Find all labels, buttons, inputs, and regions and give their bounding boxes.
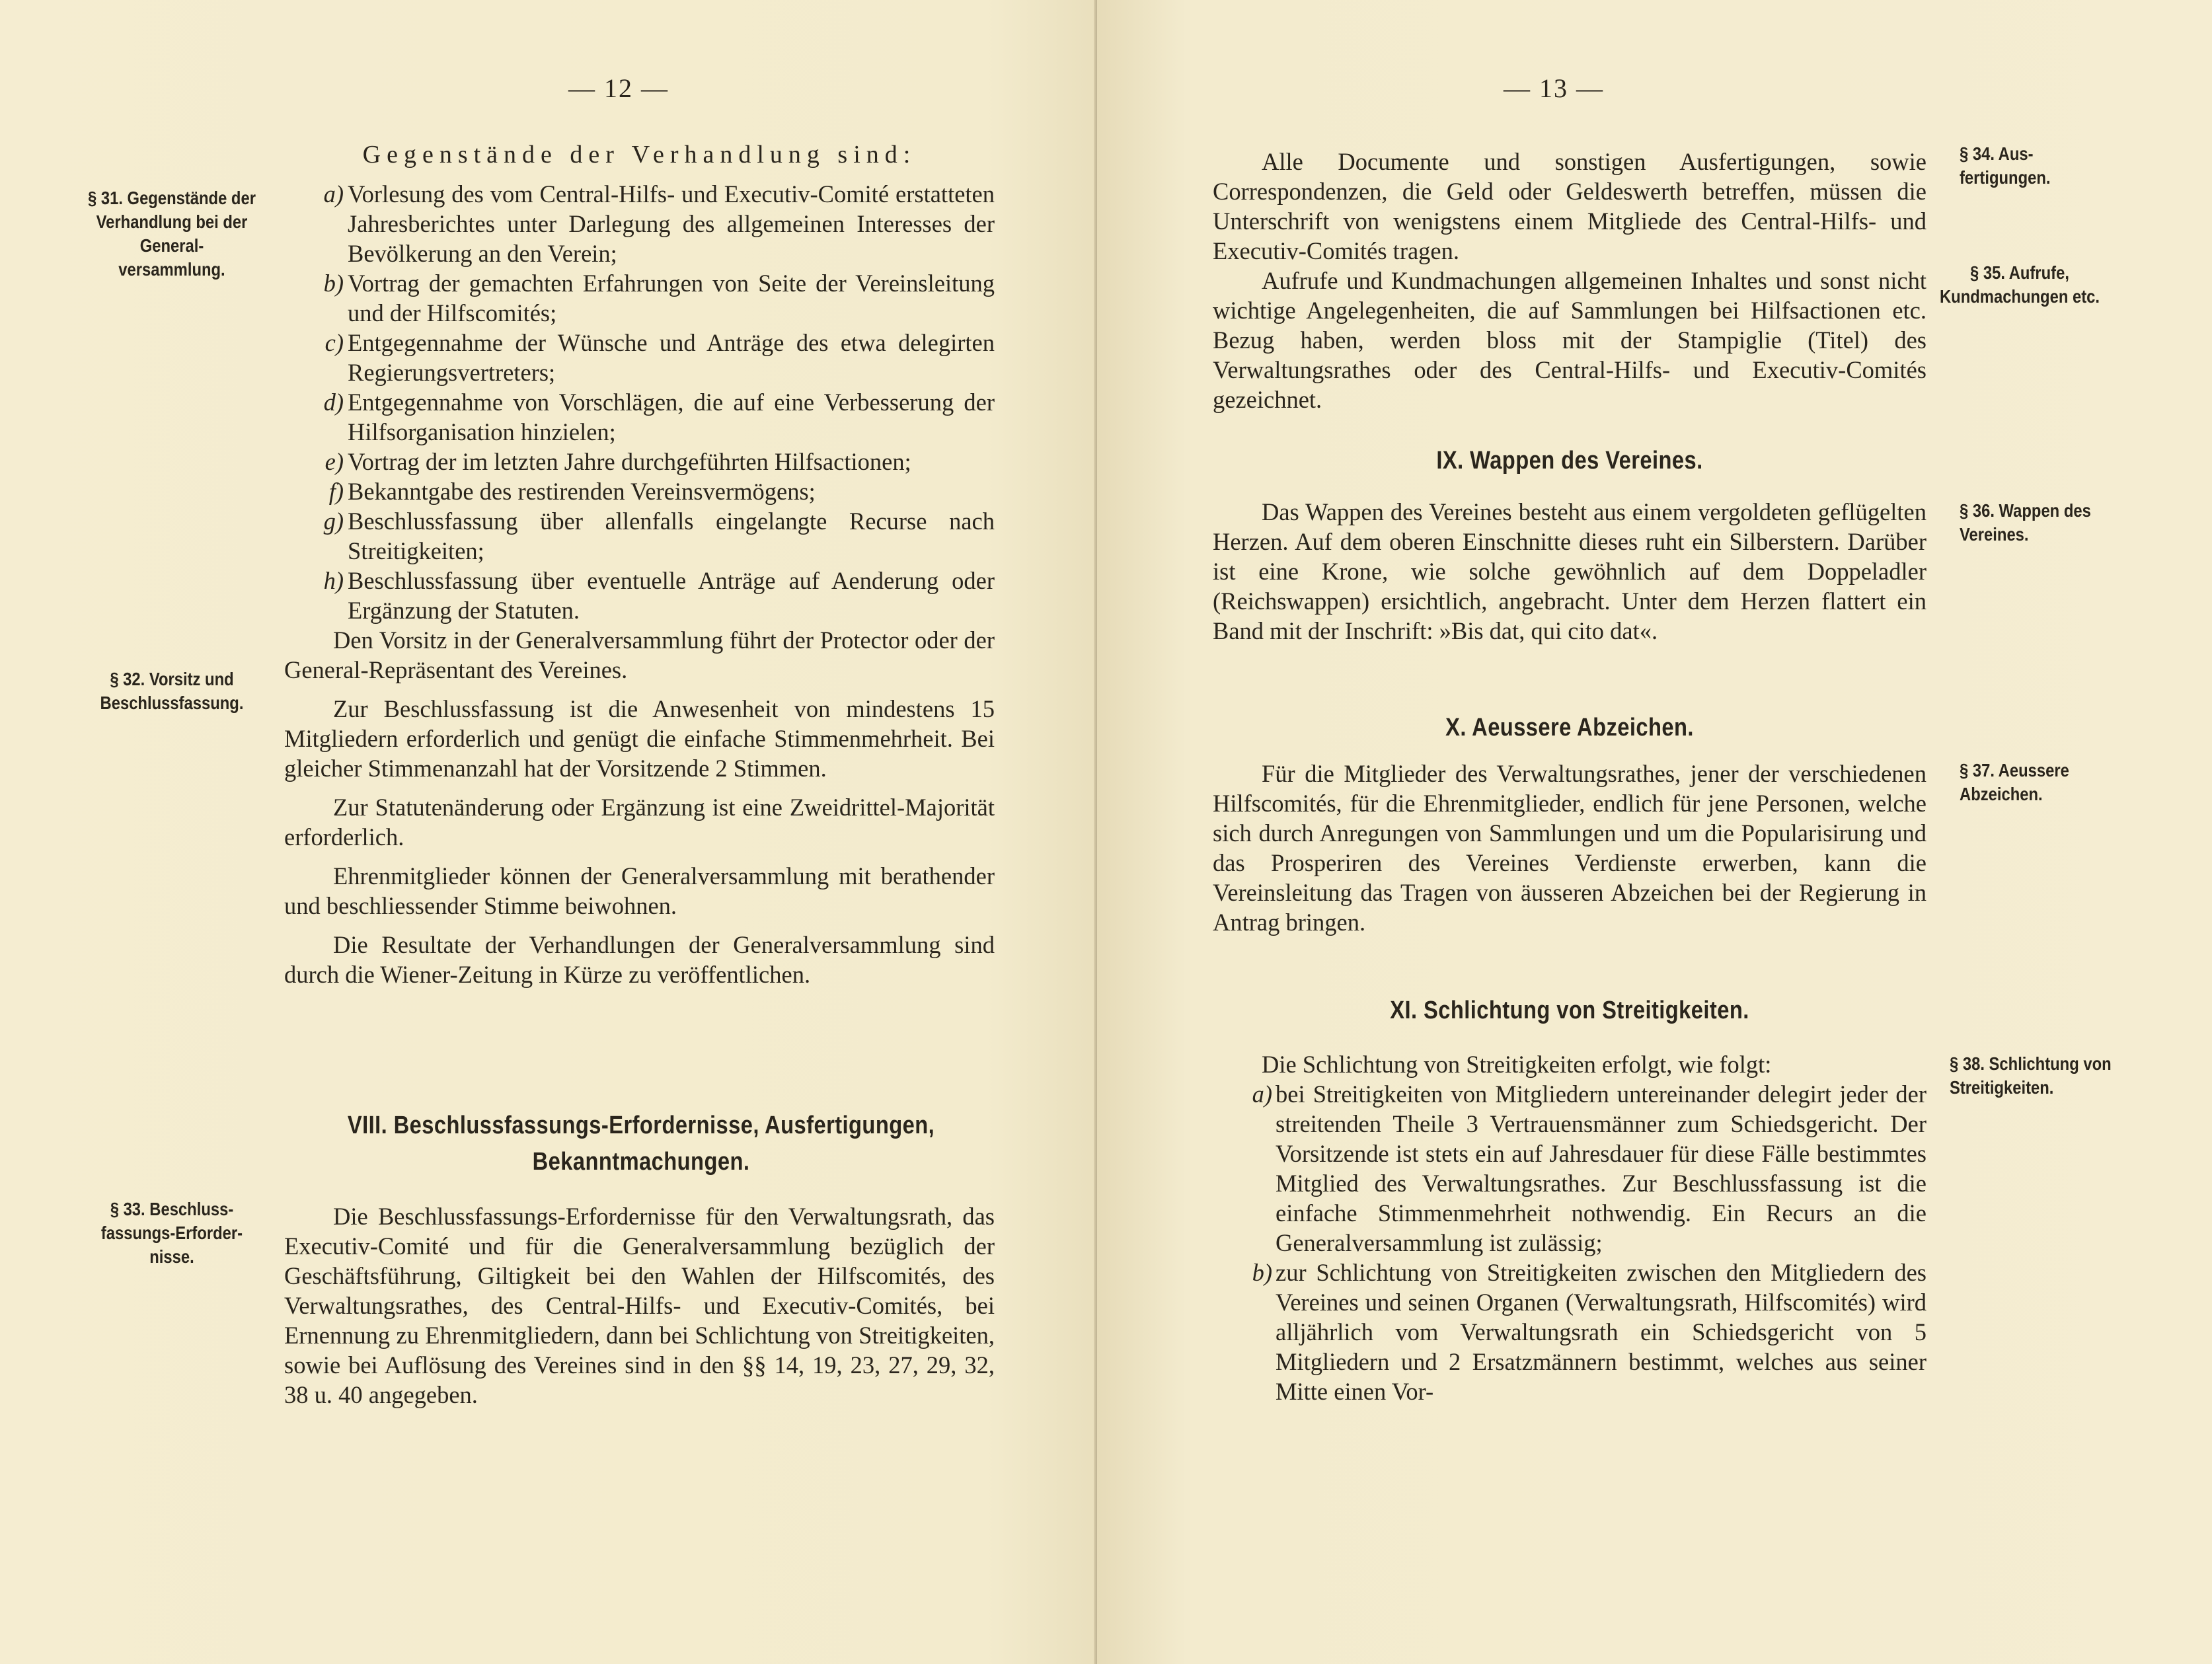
list-item-b-right: b) zur Schlichtung von Streitigkeiten zwischen den Mitgliedern des Vereines und seinen Organen (Verwaltungsrath, Hilfscomités) wird alljährlich vom Verwaltungsrath ein Schiedsgericht von 5 Mitgliedern und 2 Ersatzmännern bestimmt, welches aus seiner Mitte einen Vor- bbox=[1252, 1259, 1926, 1405]
paragraph-vorsitz: Den Vorsitz in der Generalversammlung führt der Protector oder der General-Repräsentant des Vereines. bbox=[284, 626, 995, 683]
right-body-wappen bbox=[1213, 497, 1926, 646]
list-item-f: f) Bekanntgabe des restirenden Vereinsvermögens; bbox=[328, 478, 816, 505]
left-page bbox=[0, 0, 1097, 1664]
right-page bbox=[1097, 0, 2212, 1664]
list-item-e: e) Vortrag der im letzten Jahre durchgeführten Hilfsactionen; bbox=[324, 448, 911, 475]
section-heading-x: X. Aeussere Abzeichen. bbox=[1445, 714, 1694, 741]
margin-note-35: § 35. Aufrufe, Kundmachungen etc. bbox=[1939, 262, 2100, 307]
list-item-b: b) Vortrag der gemachten Erfahrungen von Seite der Vereinsleitung und der Hilfscomités; bbox=[323, 270, 995, 326]
paragraph-aufrufe: Aufrufe und Kundmachungen allgemeinen Inhaltes und sonst nicht wichtige Angelegenheiten, die auf Sammlungen bei Hilfsactionen etc. Bezug haben, werden bloss mit der Stampiglie (Titel) des Verwaltungsrathes oder des Central-Hilfs- und Executiv-Comités gezeichnet. bbox=[1213, 267, 1926, 413]
section-heading-xi: XI. Schlichtung von Streitigkeiten. bbox=[1390, 997, 1749, 1024]
page-number-right: — 13 — bbox=[1504, 73, 1604, 103]
right-body-abzeichen bbox=[1213, 759, 1926, 937]
margin-note-32: § 32. Vorsitz und Beschlussfassung. bbox=[100, 669, 244, 713]
margin-note-33: § 33. Beschluss-fassungs-Erforder-nisse. bbox=[100, 1199, 243, 1267]
margin-note-36: § 36. Wappen des Vereines. bbox=[1960, 500, 2091, 545]
paragraph-documente: Alle Documente und sonstigen Ausfertigungen, sowie Correspondenzen, die Geld oder Geldeswerth betreffen, müssen die Unterschrift von wenigstens einem Mitgliede des Central-Hilfs- und Executiv-Comités tragen. bbox=[1213, 148, 1926, 264]
margin-note-38: § 38. Schlichtung von Streitigkeiten. bbox=[1950, 1053, 2112, 1098]
section-heading-viii: VIII. Beschlussfassungs-Erfordernisse, Ausfertigungen, Bekanntmachungen. bbox=[347, 1112, 935, 1176]
paragraph-abzeichen: Für die Mitglieder des Verwaltungsrathes, jener der verschiedenen Hilfscomités, für die Ehrenmitglieder, endlich für jene Personen, welche sich durch Anregungen von Sammlungen und um die Popularisirung und das Prosperiren des Vereines Verdienste erwerben, kann die Vereinsleitung das Tragen von äusseren Abzeichen bei der Regierung in Antrag bringen. bbox=[1213, 760, 1926, 936]
left-body bbox=[284, 140, 995, 989]
list-item-d: d) Entgegennahme von Vorschlägen, die auf eine Verbesserung der Hilfsorganisation hinzielen; bbox=[323, 389, 995, 445]
list-item-h: h) Beschlussfassung über eventuelle Anträge auf Aenderung oder Ergänzung der Statuten. bbox=[323, 567, 995, 624]
paragraph-ehrenmitglieder: Ehrenmitglieder können der Generalversammlung mit berathender und beschliessender Stimme beiwohnen. bbox=[284, 862, 995, 919]
page-number-left: — 12 — bbox=[568, 73, 669, 103]
left-body-lower bbox=[284, 1201, 995, 1410]
paragraph-schlichtung-intro: Die Schlichtung von Streitigkeiten erfolgt, wie folgt: bbox=[1262, 1051, 1772, 1078]
paragraph-erfordernisse: Die Beschlussfassungs-Erfordernisse für den Verwaltungsrath, das Executiv-Comité und für die Generalversammlung bezüglich der Geschäftsführung, Giltigkeit bei den Wahlen der Hilfscomités, des Verwaltungsrathes, des Central-Hilfs- und Executiv-Comités, bei Ernennung zu Ehrenmitgliedern, dann bei Schlichtung von Streitigkeiten, sowie bei Auflösung des Vereines sind in den §§ 14, 19, 23, 27, 29, 32, 38 u. 40 angegeben. bbox=[284, 1203, 995, 1408]
paragraph-resultate: Die Resultate der Verhandlungen der Generalversammlung sind durch die Wiener-Zeitung in Kürze zu veröffentlichen. bbox=[284, 931, 995, 988]
margin-note-37: § 37. Aeussere Abzeichen. bbox=[1960, 760, 2069, 804]
list-item-g: g) Beschlussfassung über allenfalls eingelangte Recurse nach Streitigkeiten; bbox=[323, 508, 995, 564]
intro-line: Gegenstände der Verhandlung sind: bbox=[362, 141, 917, 169]
paragraph-statuten: Zur Statutenänderung oder Ergänzung ist eine Zweidrittel-Majorität erforderlich. bbox=[284, 794, 995, 851]
right-body-top bbox=[1213, 147, 1926, 414]
right-body-schlichtung bbox=[1213, 1049, 1926, 1406]
paragraph-beschluss: Zur Beschlussfassung ist die Anwesenheit von mindestens 15 Mitgliedern erforderlich und genügt die einfache Stimmenmehrheit. Bei gleicher Stimmenanzahl hat der Vorsitzende 2 Stimmen. bbox=[284, 695, 995, 782]
list-item-a-right: a) bei Streitigkeiten von Mitgliedern untereinander delegirt jeder der streitenden Theile 3 Vertrauensmänner zum Schiedsgericht. Der Vorsitzende ist stets ein auf Jahresdauer für diese Fälle bestimmtes Mitglied des Verwaltungsrathes. Zur Beschlussfassung ist die einfache Stimmenmehrheit nothwendig. Ein Recurs an die Generalversammlung ist zulässig; bbox=[1252, 1080, 1926, 1256]
margin-note-31: § 31. Gegenstände der Verhandlung bei der General-versammlung. bbox=[88, 188, 256, 280]
list-item-a: a) Vorlesung des vom Central-Hilfs- und Executiv-Comité erstatteten Jahresberichtes unter Darlegung des allgemeinen Interesses der Bevölkerung an den Verein; bbox=[323, 180, 995, 267]
paragraph-wappen: Das Wappen des Vereines besteht aus einem vergoldeten geflügelten Herzen. Auf dem oberen Einschnitte dieses ruht ein Silberstern. Darüber ist eine Krone, wie solche gewöhnlich auf dem Doppeladler (Reichswappen) ersichtlich, angebracht. Unter dem Herzen flattert ein Band mit der Inschrift: »Bis dat, qui cito dat«. bbox=[1213, 498, 1926, 644]
margin-note-34: § 34. Aus-fertigungen. bbox=[1960, 143, 2051, 188]
list-item-c: c) Entgegennahme der Wünsche und Anträge des etwa delegirten Regierungsvertreters; bbox=[324, 329, 995, 386]
section-heading-ix: IX. Wappen des Vereines. bbox=[1436, 447, 1703, 474]
